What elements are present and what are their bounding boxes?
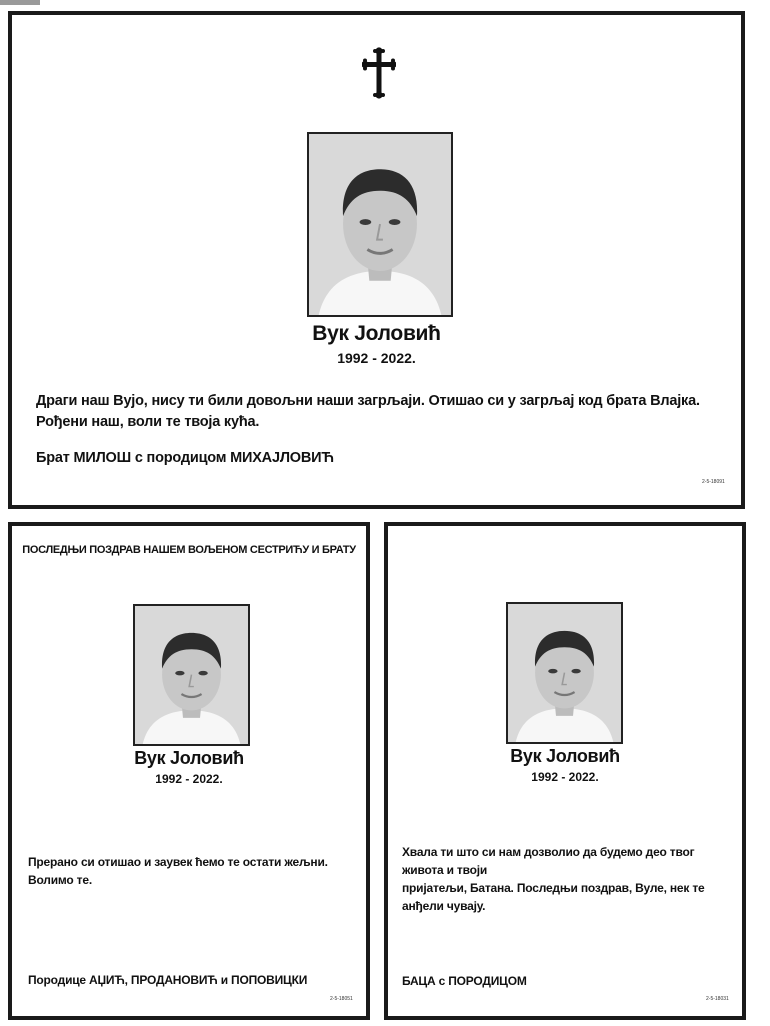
reference-code: 2-5-18091	[702, 479, 725, 485]
portrait-photo	[307, 132, 453, 317]
message-line: Рођени наш, воли те твоја кућа.	[36, 414, 260, 430]
obituary-notice-main	[8, 11, 745, 509]
condolence-message: Прерано си отишао и заувек ћемо те остати жељни. Волимо те.	[28, 855, 328, 887]
message-line: Драги наш Вујо, нису ти били довољни наши загрљаји. Отишао си у загрљај код брата Влајка.	[36, 393, 700, 409]
condolence-message	[402, 843, 732, 915]
portrait-photo	[133, 604, 250, 746]
signature: Брат МИЛОШ с породицом МИХАЈЛОВИЋ	[36, 450, 334, 466]
deceased-name: Вук Јоловић	[510, 746, 620, 766]
condolence-message	[36, 391, 716, 433]
deceased-name: Вук Јоловић	[134, 748, 244, 768]
notice-header: ПОСЛЕДЊИ ПОЗДРАВ НАШЕМ ВОЉЕНОМ СЕСТРИЋУ И БРАТУ	[22, 544, 356, 556]
top-edge-mark	[0, 0, 40, 5]
deceased-name: Вук Јоловић	[312, 322, 441, 345]
obituary-notice-left	[8, 522, 370, 1020]
life-years: 1992 - 2022.	[337, 350, 416, 366]
reference-code: 2-5-18051	[330, 996, 353, 1002]
orthodox-cross-icon	[362, 47, 396, 99]
signature: БАЦА с ПОРОДИЦОМ	[402, 974, 527, 988]
life-years: 1992 - 2022.	[531, 770, 599, 784]
obituary-notice-right	[384, 522, 746, 1020]
reference-code: 2-5-18031	[706, 996, 729, 1002]
message-line: пријатељи, Батана. Последњи поздрав, Вуле, нек те анђели чувају.	[402, 881, 705, 913]
portrait-photo	[506, 602, 623, 744]
message-line: Хвала ти што си нам дозволио да будемо део твог живота и твоји	[402, 845, 695, 877]
signature: Породице АЏИЋ, ПРОДАНОВИЋ и ПОПОВИЦКИ	[28, 973, 308, 987]
life-years: 1992 - 2022.	[155, 772, 223, 786]
